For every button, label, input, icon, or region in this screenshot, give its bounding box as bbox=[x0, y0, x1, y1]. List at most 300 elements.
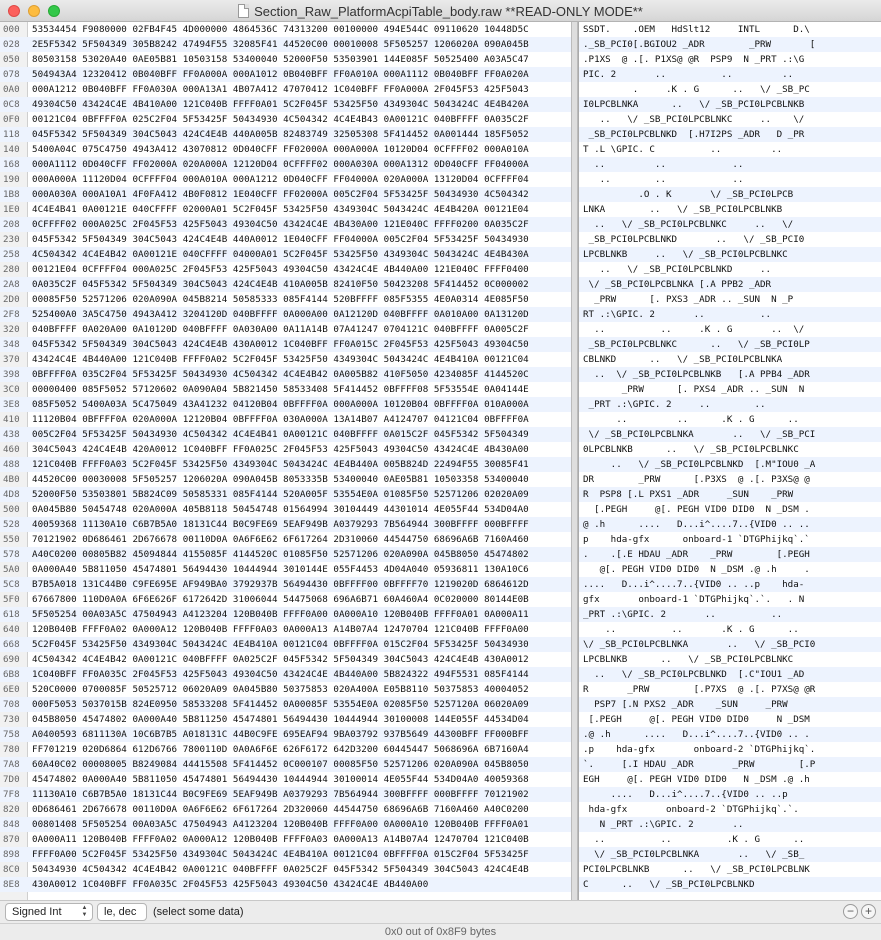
row-hex-bytes[interactable]: FFFF0A00 5C2F045F 53425F50 4349304C 5043424C 4E4B410A 00121C04 0BFFFF0A 015C2F04 5F53425F bbox=[32, 849, 529, 860]
ascii-row[interactable] bbox=[579, 607, 881, 622]
row-ascii-text[interactable]: LNKA .. \/ _SB_PCI0LPCBLNKB bbox=[583, 204, 805, 215]
row-offset: 528 bbox=[3, 519, 20, 530]
hex-row[interactable] bbox=[0, 757, 571, 772]
row-offset: 168 bbox=[3, 159, 20, 170]
row-ascii-text[interactable]: .. \/ _SB_PCI0LPCBLNKD [.M"IOU0 _A bbox=[583, 459, 816, 470]
row-hex-bytes[interactable]: 4C504342 4C4E4B42 0A00121E 040CFFFF 04000A01 5C2F045F 53425F50 4349304C 5043424C 4E4B430A bbox=[32, 249, 529, 260]
hex-row[interactable] bbox=[0, 622, 571, 637]
hex-row[interactable] bbox=[0, 712, 571, 727]
row-offset: 460 bbox=[3, 444, 20, 455]
row-hex-bytes[interactable]: 040BFFFF 0A020A00 0A10120D 040BFFFF 0A030A00 0A11A14B 07A41247 0704121C 040BFFFF 0A005C2F bbox=[32, 324, 529, 335]
hex-row[interactable] bbox=[0, 322, 571, 337]
row-hex-bytes[interactable]: 43424C4E 4B440A00 121C040B FFFF0A02 5C2F045F 53425F50 4349304C 5043424C 4E4B410A 00121C04 bbox=[32, 354, 529, 365]
row-offset: 8E8 bbox=[3, 879, 20, 890]
row-hex-bytes[interactable]: 0A045B80 50454748 020A000A 405B8118 50454748 01564994 30104449 44301014 4E055F44 534D04A0 bbox=[32, 504, 529, 515]
row-offset: 5A0 bbox=[3, 564, 20, 575]
row-offset: 668 bbox=[3, 639, 20, 650]
hex-row[interactable] bbox=[0, 727, 571, 742]
hex-row[interactable] bbox=[0, 82, 571, 97]
ascii-row[interactable] bbox=[579, 577, 881, 592]
row-hex-bytes[interactable]: 504943A4 12320412 0B040BFF FF0A000A 000A1012 0B040BFF FF0A010A 000A1112 0B040BFF FF0A020A bbox=[32, 69, 529, 80]
row-ascii-text[interactable]: [.PEGH @[. PEGH VID0 DID0 N _DSM bbox=[583, 714, 810, 725]
ascii-row[interactable] bbox=[579, 457, 881, 472]
row-hex-bytes[interactable]: 304C5043 424C4E4B 420A0012 1C040BFF FF0A025C 2F045F53 425F5043 49304C50 43424C4E 4B430A00 bbox=[32, 444, 529, 455]
ascii-row[interactable] bbox=[579, 67, 881, 82]
ascii-row[interactable] bbox=[579, 172, 881, 187]
pane-divider[interactable] bbox=[571, 22, 578, 901]
hex-row[interactable] bbox=[0, 667, 571, 682]
window-titlebar bbox=[0, 0, 881, 22]
ascii-row[interactable] bbox=[579, 322, 881, 337]
row-ascii-text[interactable]: .... D...i^....7..{VID0 .. ..p hda- bbox=[583, 579, 805, 590]
row-offset: 2A8 bbox=[3, 279, 20, 290]
remove-button[interactable]: − bbox=[843, 904, 858, 919]
hex-row[interactable] bbox=[0, 502, 571, 517]
row-offset: 0A0 bbox=[3, 84, 20, 95]
row-hex-bytes[interactable]: 045F5342 5F504349 304C5043 424C4E4B 430A0012 1C040BFF FF0A015C 2F045F53 425F5043 49304C50 bbox=[32, 339, 529, 350]
row-hex-bytes[interactable]: 80503158 53020A40 0AE05B81 10503158 53400040 52000F50 53503901 144E085F 50525400 A03A5C47 bbox=[32, 54, 529, 65]
row-ascii-text[interactable]: _PRW [. PXS4 _ADR .. _SUN N bbox=[583, 384, 805, 395]
row-hex-bytes[interactable]: 00000400 085F5052 57120602 0A090A04 5B821450 58533408 5F414452 0BFFFF08 5F53554E 0A04144E bbox=[32, 384, 529, 395]
row-hex-bytes[interactable]: 5400A04C 075C4750 4943A412 43070812 0D040CFF FF02000A 000A000A 10120D04 0CFFFF02 000A010A bbox=[32, 144, 529, 155]
row-hex-bytes[interactable]: 49304C50 43424C4E 4B410A00 121C040B FFFF0A01 5C2F045F 53425F50 4349304C 5043424C 4E4B420A bbox=[32, 99, 529, 110]
row-offset: 618 bbox=[3, 609, 20, 620]
ascii-row[interactable] bbox=[579, 667, 881, 682]
hex-row[interactable] bbox=[0, 262, 571, 277]
row-hex-bytes[interactable]: 0D686461 2D676678 00110D0A 0A6F6E62 6F617264 2D320060 44544750 68696A6B 7160A460 A40C0200 bbox=[32, 804, 529, 815]
row-hex-bytes[interactable]: 52000F50 53503801 5B824C09 50585331 085F4144 520A005F 53554E0A 01085F50 52571206 02020A09 bbox=[32, 489, 529, 500]
data-type-select[interactable] bbox=[5, 903, 93, 921]
row-offset: 028 bbox=[3, 39, 20, 50]
row-offset: 708 bbox=[3, 699, 20, 710]
ascii-row[interactable] bbox=[579, 502, 881, 517]
row-ascii-text[interactable]: ._SB_PCI0[.BGIOU2 _ADR _PRW [ bbox=[583, 39, 816, 50]
ascii-row[interactable] bbox=[579, 832, 881, 847]
row-hex-bytes[interactable]: 000F5053 5037015B 824E0950 58533208 5F414452 0A00085F 53554E0A 02085F50 5257120A 06020A09 bbox=[32, 699, 529, 710]
hex-row[interactable] bbox=[0, 397, 571, 412]
hex-row[interactable] bbox=[0, 427, 571, 442]
row-ascii-text[interactable]: .. .. .K . G .. bbox=[583, 414, 805, 425]
row-ascii-text[interactable]: .. .. .K . G .. bbox=[583, 624, 805, 635]
hex-row[interactable] bbox=[0, 232, 571, 247]
row-ascii-text[interactable]: \/ _SB_PCI0LPCBLNKA [.A PPB2 _ADR bbox=[583, 279, 772, 290]
hex-row[interactable] bbox=[0, 817, 571, 832]
hex-row[interactable] bbox=[0, 142, 571, 157]
row-ascii-text[interactable]: .. .. .K . G .. \/ bbox=[583, 324, 805, 335]
ascii-row[interactable] bbox=[579, 277, 881, 292]
row-hex-bytes[interactable]: 45474802 0A000A40 5B811050 45474801 56494430 10444944 30100014 4E055F44 534D04A0 40059368 bbox=[32, 774, 529, 785]
ascii-row[interactable] bbox=[579, 142, 881, 157]
row-offset: 3E8 bbox=[3, 399, 20, 410]
hex-row[interactable] bbox=[0, 22, 571, 37]
hex-row[interactable] bbox=[0, 52, 571, 67]
row-offset: 078 bbox=[3, 69, 20, 80]
row-ascii-text[interactable]: .. .. .K . G .. bbox=[583, 834, 805, 845]
row-ascii-text[interactable]: DR _PRW [.P3XS @ .[. P3XS@ @ bbox=[583, 474, 810, 485]
row-ascii-text[interactable]: .. .. .. bbox=[583, 159, 805, 170]
row-ascii-text[interactable]: EGH @[. PEGH VID0 DID0 N _DSM .@ .h bbox=[583, 774, 810, 785]
ascii-row[interactable] bbox=[579, 712, 881, 727]
row-offset: 758 bbox=[3, 729, 20, 740]
ascii-row[interactable] bbox=[579, 112, 881, 127]
hex-row[interactable] bbox=[0, 577, 571, 592]
row-hex-bytes[interactable]: 000A1212 0B040BFF FF0A030A 000A13A1 4B07A412 47070412 1C040BFF FF0A000A 2F045F53 425F5043 bbox=[32, 84, 529, 95]
ascii-row[interactable] bbox=[579, 757, 881, 772]
row-hex-bytes[interactable]: 0BFFFF0A 035C2F04 5F53425F 50434930 4C504342 4C4E4B42 0A005B82 410F5050 4234085F 4144520C bbox=[32, 369, 529, 380]
row-hex-bytes[interactable]: 2E5F5342 5F504349 305B8242 47494F55 32085F41 44520C00 00010008 5F505257 1206020A 090A045B bbox=[32, 39, 529, 50]
hex-row[interactable] bbox=[0, 112, 571, 127]
ascii-row[interactable] bbox=[579, 382, 881, 397]
ascii-row[interactable] bbox=[579, 442, 881, 457]
hex-row[interactable] bbox=[0, 457, 571, 472]
ascii-row[interactable] bbox=[579, 397, 881, 412]
row-hex-bytes[interactable]: 045F5342 5F504349 304C5043 424C4E4B 440A0012 1E040CFF FF04000A 005C2F04 5F53425F 50434930 bbox=[32, 234, 529, 245]
hex-row[interactable] bbox=[0, 202, 571, 217]
row-ascii-text[interactable]: `. [.I HDAU _ADR _PRW [.P bbox=[583, 759, 816, 770]
row-offset: 500 bbox=[3, 504, 20, 515]
row-offset: 7A8 bbox=[3, 759, 20, 770]
row-offset: 730 bbox=[3, 714, 20, 725]
row-offset: 6E0 bbox=[3, 684, 20, 695]
row-hex-bytes[interactable]: 000A1112 0D040CFF FF02000A 020A000A 12120D04 0CFFFF02 000A030A 000A1312 0D040CFF FF04000A bbox=[32, 159, 529, 170]
ascii-row[interactable] bbox=[579, 877, 881, 892]
ascii-row[interactable] bbox=[579, 592, 881, 607]
row-hex-bytes[interactable]: 0CFFFF02 000A025C 2F045F53 425F5043 49304C50 43424C4E 4B430A00 121E040C FFFF0200 0A035C2F bbox=[32, 219, 529, 230]
hex-row[interactable] bbox=[0, 787, 571, 802]
row-ascii-text[interactable]: \/ _SB_PCI0LPCBLNKA .. \/ _SB_ bbox=[583, 849, 805, 860]
ascii-row[interactable] bbox=[579, 787, 881, 802]
row-ascii-text[interactable]: RT .:\GPIC. 2 .. .. bbox=[583, 309, 799, 320]
row-hex-bytes[interactable]: 120B040B FFFF0A02 0A000A12 120B040B FFFF0A03 0A000A13 A14B07A4 12470704 121C040B FFFF0A00 bbox=[32, 624, 529, 635]
row-ascii-text[interactable]: \/ _SB_PCI0LPCBLNKA .. \/ _SB_PCI bbox=[583, 429, 816, 440]
row-offset: 370 bbox=[3, 354, 20, 365]
hex-row[interactable] bbox=[0, 367, 571, 382]
hex-row[interactable] bbox=[0, 337, 571, 352]
endian-select[interactable] bbox=[97, 903, 147, 921]
row-hex-bytes[interactable]: 0A000A40 5B811050 45474801 56494430 10444944 3010144E 055F4453 4D04A040 05936811 130A10C6 bbox=[32, 564, 529, 575]
hex-row[interactable] bbox=[0, 157, 571, 172]
hex-row[interactable] bbox=[0, 637, 571, 652]
row-hex-bytes[interactable]: 00121E04 0CFFFF04 000A025C 2F045F53 425F5043 49304C50 43424C4E 4B440A00 121E040C FFFF0400 bbox=[32, 264, 529, 275]
hex-row[interactable] bbox=[0, 697, 571, 712]
row-ascii-text[interactable]: .. \/ _SB_PCI0LPCBLNKD [.C"IOU1 _AD bbox=[583, 669, 805, 680]
row-ascii-text[interactable]: SSDT. .OEM HdSlt12 INTL D.\ bbox=[583, 24, 810, 35]
ascii-row[interactable] bbox=[579, 352, 881, 367]
ascii-row[interactable] bbox=[579, 337, 881, 352]
byte-info: 0x0 out of 0x8F9 bytes bbox=[384, 926, 497, 938]
hex-row[interactable] bbox=[0, 802, 571, 817]
row-offset: 5F0 bbox=[3, 594, 20, 605]
row-ascii-text[interactable]: @[. PEGH VID0 DID0 N _DSM .@ .h . bbox=[583, 564, 810, 575]
hex-row[interactable] bbox=[0, 862, 571, 877]
ascii-row[interactable] bbox=[579, 157, 881, 172]
row-ascii-text[interactable]: R _PRW [.P7XS @ .[. P7XS@ @R bbox=[583, 684, 816, 695]
row-hex-bytes[interactable]: 44520C00 00030008 5F505257 1206020A 090A045B 8053335B 53400040 0AE05B81 10503358 53400040 bbox=[32, 474, 529, 485]
ascii-row[interactable] bbox=[579, 802, 881, 817]
row-ascii-text[interactable]: .p hda-gfx onboard-2 `DTGPhijkq`. bbox=[583, 744, 816, 755]
row-ascii-text[interactable]: _SB_PCI0LPCBLNKC .. \/ _SB_PCI0LP bbox=[583, 339, 810, 350]
window-title-wrap bbox=[0, 0, 881, 22]
hex-row[interactable] bbox=[0, 532, 571, 547]
hex-row[interactable] bbox=[0, 592, 571, 607]
row-offset: 1B8 bbox=[3, 189, 20, 200]
row-offset: 7D0 bbox=[3, 774, 20, 785]
hex-row[interactable] bbox=[0, 652, 571, 667]
row-hex-bytes[interactable]: 53534454 F9080000 02FB4F45 4D000000 4864536C 74313200 00100000 494E544C 09110620 10448D5C bbox=[32, 24, 529, 35]
document-icon bbox=[238, 4, 249, 18]
row-hex-bytes[interactable]: B7B5A018 131C44B0 C9FE695E AF949BA0 3792937B 56494430 0BFFFF00 0BFFFF70 1219020D 6864612D bbox=[32, 579, 529, 590]
row-offset: 1E0 bbox=[3, 204, 20, 215]
row-offset: 6B8 bbox=[3, 669, 20, 680]
ascii-row[interactable] bbox=[579, 517, 881, 532]
row-hex-bytes[interactable]: 000A000A 11120D04 0CFFFF04 000A010A 000A1212 0D040CFF FF04000A 020A000A 13120D04 0CFFFF04 bbox=[32, 174, 529, 185]
row-hex-bytes[interactable]: 60A40C02 00008005 B8249084 44415508 5F414452 0C000107 00085F50 52571206 020A090A 045B8050 bbox=[32, 759, 529, 770]
hex-row[interactable] bbox=[0, 742, 571, 757]
row-offset: 190 bbox=[3, 174, 20, 185]
row-offset: 2D0 bbox=[3, 294, 20, 305]
row-offset: 488 bbox=[3, 459, 20, 470]
row-hex-bytes[interactable]: 67667800 110D0A0A 6F6E626F 6172642D 31006044 54475068 696A6B71 60A460A4 0C020000 80144E0B bbox=[32, 594, 529, 605]
row-hex-bytes[interactable]: A40C0200 00805B82 45094844 4155085F 4144520C 01085F50 52571206 020A090A 045B8050 45474802 bbox=[32, 549, 529, 560]
row-hex-bytes[interactable]: 4C504342 4C4E4B42 0A00121C 040BFFFF 0A025C2F 045F5342 5F504349 304C5043 424C4E4B 430A0012 bbox=[32, 654, 529, 665]
ascii-row[interactable] bbox=[579, 532, 881, 547]
row-hex-bytes[interactable]: 5C2F045F 53425F50 4349304C 5043424C 4E4B410A 00121C04 0BFFFF0A 015C2F04 5F53425F 50434930 bbox=[32, 639, 529, 650]
row-ascii-text[interactable]: .@ .h .... D...i^....7..{VID0 .. . bbox=[583, 729, 810, 740]
row-ascii-text[interactable]: hda-gfx onboard-2 `DTGPhijkq`.`. bbox=[583, 804, 799, 815]
status-bar bbox=[0, 901, 881, 923]
hex-editor-view[interactable] bbox=[0, 22, 881, 901]
ascii-row[interactable] bbox=[579, 742, 881, 757]
ascii-row[interactable] bbox=[579, 412, 881, 427]
ascii-row[interactable] bbox=[579, 682, 881, 697]
row-hex-bytes[interactable]: 4C4E4B41 0A00121E 040CFFFF 02000A01 5C2F045F 53425F50 4349304C 5043424C 4E4B420A 00121E04 bbox=[32, 204, 529, 215]
ascii-row[interactable] bbox=[579, 562, 881, 577]
row-ascii-text[interactable]: N _PRT .:\GPIC. 2 .. bbox=[583, 819, 799, 830]
hex-row[interactable] bbox=[0, 472, 571, 487]
row-ascii-text[interactable]: _SB_PCI0LPCBLNKD [.H7I2PS _ADR D _PR bbox=[583, 129, 805, 140]
data-type-value: Signed Int bbox=[12, 906, 62, 918]
hex-row[interactable] bbox=[0, 487, 571, 502]
hex-row[interactable] bbox=[0, 187, 571, 202]
row-offset: 690 bbox=[3, 654, 20, 665]
row-offset: 398 bbox=[3, 369, 20, 380]
row-offset: 0F0 bbox=[3, 114, 20, 125]
row-ascii-text[interactable]: .P1XS @ .[. P1XS@ @R PSP9 N _PRT .:\G bbox=[583, 54, 805, 65]
hex-row[interactable] bbox=[0, 547, 571, 562]
row-hex-bytes[interactable]: 0A000A11 120B040B FFFF0A02 0A000A12 120B040B FFFF0A03 0A000A13 A14B07A4 12470704 121C040B bbox=[32, 834, 529, 845]
row-offset: 4B0 bbox=[3, 474, 20, 485]
row-hex-bytes[interactable]: A0400593 6811130A 10C6B7B5 A018131C 44B0C9FE 695EAF94 9BA03792 937B5649 44300BFF FF000BFF bbox=[32, 729, 529, 740]
row-offset: 3C0 bbox=[3, 384, 20, 395]
row-hex-bytes[interactable]: 70121902 0D686461 2D676678 00110D0A 0A6F6E62 6F617264 2D310060 44544750 68696A6B 7160A460 bbox=[32, 534, 529, 545]
row-offset: 208 bbox=[3, 219, 20, 230]
hex-row[interactable] bbox=[0, 292, 571, 307]
ascii-row[interactable] bbox=[579, 247, 881, 262]
hex-row[interactable] bbox=[0, 307, 571, 322]
window-title: Section_Raw_PlatformAcpiTable_body.raw **READ-ONLY MODE** bbox=[254, 3, 643, 19]
row-offset: 230 bbox=[3, 234, 20, 245]
hex-row[interactable] bbox=[0, 67, 571, 82]
row-ascii-text[interactable]: C .. \/ _SB_PCI0LPCBLNKD bbox=[583, 879, 755, 890]
row-hex-bytes[interactable]: 00801408 5F505254 00A03A5C 47504943 A4123204 120B040B FFFF0A00 0A000A10 120B040B FFFF0A01 bbox=[32, 819, 529, 830]
hex-row[interactable] bbox=[0, 847, 571, 862]
row-hex-bytes[interactable]: 00121C04 0BFFFF0A 025C2F04 5F53425F 50434930 4C504342 4C4E4B43 0A00121C 040BFFFF 0A035C2F bbox=[32, 114, 529, 125]
row-ascii-text[interactable]: \/ _SB_PCI0LPCBLNKA .. \/ _SB_PCI0 bbox=[583, 639, 816, 650]
row-offset: 438 bbox=[3, 429, 20, 440]
row-ascii-text[interactable]: CBLNKD .. \/ _SB_PCI0LPCBLNKA bbox=[583, 354, 805, 365]
row-offset: 5C8 bbox=[3, 579, 20, 590]
ascii-row[interactable] bbox=[579, 127, 881, 142]
hex-row[interactable] bbox=[0, 562, 571, 577]
hex-row[interactable] bbox=[0, 172, 571, 187]
row-ascii-text[interactable]: gfx onboard-1 `DTGPhijkq`.`. . N bbox=[583, 594, 805, 605]
row-ascii-text[interactable]: .. \/ _SB_PCI0LPCBLNKC .. \/ bbox=[583, 219, 794, 230]
row-offset: 578 bbox=[3, 549, 20, 560]
row-hex-bytes[interactable]: 000A030A 000A10A1 4F0FA412 4B0F0812 1E040CFF FF02000A 005C2F04 5F53425F 50434930 4C504342 bbox=[32, 189, 529, 200]
row-hex-bytes[interactable]: 005C2F04 5F53425F 50434930 4C504342 4C4E4B41 0A00121C 040BFFFF 0A015C2F 045F5342 5F504349 bbox=[32, 429, 529, 440]
row-ascii-text[interactable]: T .L \GPIC. C .. .. bbox=[583, 144, 805, 155]
ascii-row[interactable] bbox=[579, 487, 881, 502]
hex-row[interactable] bbox=[0, 127, 571, 142]
row-ascii-text[interactable]: 0LPCBLNKB .. \/ _SB_PCI0LPCBLNKC bbox=[583, 444, 810, 455]
row-ascii-text[interactable]: _PRT .:\GPIC. 2 .. .. bbox=[583, 609, 805, 620]
hex-row[interactable] bbox=[0, 217, 571, 232]
row-hex-bytes[interactable]: 0A035C2F 045F5342 5F504349 304C5043 424C4E4B 410A005B 82410F50 50423208 5F414452 0C000002 bbox=[32, 279, 529, 290]
row-ascii-text[interactable]: [.PEGH @[. PEGH VID0 DID0 N _DSM . bbox=[583, 504, 810, 515]
row-ascii-text[interactable]: @ .h .... D...i^....7..{VID0 .. .. bbox=[583, 519, 810, 530]
ascii-row[interactable] bbox=[579, 82, 881, 97]
hex-row[interactable] bbox=[0, 772, 571, 787]
row-offset: 0C8 bbox=[3, 99, 20, 110]
row-offset: 050 bbox=[3, 54, 20, 65]
ascii-row[interactable] bbox=[579, 727, 881, 742]
row-offset: 7F8 bbox=[3, 789, 20, 800]
hex-row[interactable] bbox=[0, 277, 571, 292]
row-hex-bytes[interactable]: 11130A10 C6B7B5A0 18131C44 B0C9FE69 5EAF949B A0379293 7B564944 300BFFFF 000BFFFF 70121902 bbox=[32, 789, 529, 800]
row-ascii-text[interactable]: p hda-gfx onboard-1 `DTGPhijkq`.` bbox=[583, 534, 810, 545]
ascii-row[interactable] bbox=[579, 187, 881, 202]
row-hex-bytes[interactable]: 00085F50 52571206 020A090A 045B8214 50585333 085F4144 520BFFFF 085F5355 4E0A0314 4E085F50 bbox=[32, 294, 529, 305]
row-hex-bytes[interactable]: 430A0012 1C040BFF FF0A035C 2F045F53 425F5043 49304C50 43424C4E 4B440A00 bbox=[32, 879, 429, 890]
row-hex-bytes[interactable]: 045B8050 45474802 0A000A40 5B811250 45474801 56494430 10444944 30100008 144E055F 44534D04 bbox=[32, 714, 529, 725]
row-offset: 550 bbox=[3, 534, 20, 545]
row-ascii-text[interactable]: .. \/ _SB_PCI0LPCBLNKD .. bbox=[583, 264, 805, 275]
hex-row[interactable] bbox=[0, 382, 571, 397]
row-ascii-text[interactable]: .O . K \/ _SB_PCI0LPCB bbox=[583, 189, 794, 200]
endian-value: le, dec bbox=[104, 906, 137, 918]
row-offset: 780 bbox=[3, 744, 20, 755]
row-offset: 410 bbox=[3, 414, 20, 425]
hex-row[interactable] bbox=[0, 877, 571, 892]
ascii-row[interactable] bbox=[579, 202, 881, 217]
row-hex-bytes[interactable]: 045F5342 5F504349 304C5043 424C4E4B 440A005B 82483749 32505308 5F414452 0A001444 185F5052 bbox=[32, 129, 529, 140]
ascii-row[interactable] bbox=[579, 652, 881, 667]
row-ascii-text[interactable]: R PSP8 [.L PXS1 _ADR _SUN _PRW bbox=[583, 489, 794, 500]
row-ascii-text[interactable]: PCI0LPCBLNKB .. \/ _SB_PCI0LPCBLNK bbox=[583, 864, 810, 875]
ascii-row[interactable] bbox=[579, 847, 881, 862]
ascii-row[interactable] bbox=[579, 547, 881, 562]
hex-row[interactable] bbox=[0, 607, 571, 622]
ascii-row[interactable] bbox=[579, 622, 881, 637]
row-offset: 258 bbox=[3, 249, 20, 260]
row-ascii-text[interactable]: .. \/ _SB_PCI0LPCBLNKB [.A PPB4 _ADR bbox=[583, 369, 810, 380]
row-offset: 898 bbox=[3, 849, 20, 860]
row-offset: 348 bbox=[3, 339, 20, 350]
ascii-row[interactable] bbox=[579, 772, 881, 787]
row-offset: 2F8 bbox=[3, 309, 20, 320]
ascii-row[interactable] bbox=[579, 97, 881, 112]
ascii-row[interactable] bbox=[579, 697, 881, 712]
ascii-pane[interactable] bbox=[578, 22, 881, 901]
ascii-row[interactable] bbox=[579, 262, 881, 277]
row-ascii-text[interactable]: LPCBLNKB .. \/ _SB_PCI0LPCBLNKC bbox=[583, 249, 788, 260]
row-hex-bytes[interactable]: 525400A0 3A5C4750 4943A412 3204120D 040BFFFF 0A000A00 0A12120D 040BFFFF 0A010A00 0A13120D bbox=[32, 309, 529, 320]
hex-row[interactable] bbox=[0, 37, 571, 52]
ascii-row[interactable] bbox=[579, 52, 881, 67]
add-button[interactable]: + bbox=[861, 904, 876, 919]
ascii-row[interactable] bbox=[579, 232, 881, 247]
ascii-row[interactable] bbox=[579, 427, 881, 442]
hex-row[interactable] bbox=[0, 412, 571, 427]
row-hex-bytes[interactable]: 40059368 11130A10 C6B7B5A0 18131C44 B0C9FE69 5EAF949B A0379293 7B564944 300BFFFF 000BFFFF bbox=[32, 519, 529, 530]
row-hex-bytes[interactable]: 121C040B FFFF0A03 5C2F045F 53425F50 4349304C 5043424C 4E4B440A 005B824D 22494F55 30085F41 bbox=[32, 459, 529, 470]
hex-row[interactable] bbox=[0, 517, 571, 532]
ascii-row[interactable] bbox=[579, 307, 881, 322]
row-hex-bytes[interactable]: 1C040BFF FF0A035C 2F045F53 425F5043 49304C50 43424C4E 4B440A00 5B824322 494F5531 085F4144 bbox=[32, 669, 529, 680]
row-offset: 8C0 bbox=[3, 864, 20, 875]
row-hex-bytes[interactable]: 520C0000 0700085F 50525712 06020A09 0A045B80 50375853 020A400A E05B8110 50375853 40004052 bbox=[32, 684, 529, 695]
row-ascii-text[interactable]: PIC. 2 .. .. .. bbox=[583, 69, 805, 80]
row-hex-bytes[interactable]: 11120B04 0BFFFF0A 020A000A 12120B04 0BFFFF0A 030A000A 13A14B07 A4124707 04121C04 0BFFFF0A bbox=[32, 414, 529, 425]
ascii-row[interactable] bbox=[579, 217, 881, 232]
hex-row[interactable] bbox=[0, 352, 571, 367]
row-ascii-text[interactable]: . .K . G .. \/ _SB_PC bbox=[583, 84, 810, 95]
hex-row[interactable] bbox=[0, 832, 571, 847]
row-ascii-text[interactable]: .. .. .. bbox=[583, 174, 805, 185]
row-ascii-text[interactable]: . .[.E HDAU _ADR _PRW [.PEGH bbox=[583, 549, 810, 560]
ascii-row[interactable] bbox=[579, 472, 881, 487]
row-offset: 820 bbox=[3, 804, 20, 815]
row-hex-bytes[interactable]: 50434930 4C504342 4C4E4B42 0A00121C 040BFFFF 0A025C2F 045F5342 5F504349 304C5043 424C4E4B bbox=[32, 864, 529, 875]
row-ascii-text[interactable]: _PRW [. PXS3 _ADR .. _SUN N _P bbox=[583, 294, 794, 305]
hex-row[interactable] bbox=[0, 247, 571, 262]
row-ascii-text[interactable]: PSP7 [.N PXS2 _ADR _SUN _PRW bbox=[583, 699, 788, 710]
row-ascii-text[interactable]: LPCBLNKB .. \/ _SB_PCI0LPCBLNKC bbox=[583, 654, 794, 665]
row-ascii-text[interactable]: .... D...i^....7..{VID0 .. ..p bbox=[583, 789, 788, 800]
row-ascii-text[interactable]: I0LPCBLNKA .. \/ _SB_PCI0LPCBLNKB bbox=[583, 99, 805, 110]
hex-pane[interactable] bbox=[0, 22, 571, 901]
row-ascii-text[interactable]: .. \/ _SB_PCI0LPCBLNKC .. \/ bbox=[583, 114, 805, 125]
row-offset: 640 bbox=[3, 624, 20, 635]
ascii-row[interactable] bbox=[579, 817, 881, 832]
ascii-row[interactable] bbox=[579, 292, 881, 307]
ascii-row[interactable] bbox=[579, 22, 881, 37]
ascii-row[interactable] bbox=[579, 37, 881, 52]
ascii-row[interactable] bbox=[579, 862, 881, 877]
row-offset: 320 bbox=[3, 324, 20, 335]
hex-row[interactable] bbox=[0, 442, 571, 457]
ascii-row[interactable] bbox=[579, 367, 881, 382]
hex-row[interactable] bbox=[0, 97, 571, 112]
row-hex-bytes[interactable]: 085F5052 5400A03A 5C475049 43A41232 04120B04 0BFFFF0A 000A000A 10120B04 0BFFFF0A 010A000A bbox=[32, 399, 529, 410]
row-hex-bytes[interactable]: FF701219 020D6864 612D6766 7800110D 0A0A6F6E 626F6172 642D3200 60445447 5068696A 6B7160A4 bbox=[32, 744, 529, 755]
hex-row[interactable] bbox=[0, 682, 571, 697]
row-offset: 280 bbox=[3, 264, 20, 275]
row-ascii-text[interactable]: _SB_PCI0LPCBLNKD .. \/ _SB_PCI0 bbox=[583, 234, 805, 245]
row-ascii-text[interactable]: _PRT .:\GPIC. 2 .. .. bbox=[583, 399, 805, 410]
row-hex-bytes[interactable]: 5F505254 00A03A5C 47504943 A4123204 120B040B FFFF0A00 0A000A10 120B040B FFFF0A01 0A000A11 bbox=[32, 609, 529, 620]
ascii-row[interactable] bbox=[579, 637, 881, 652]
